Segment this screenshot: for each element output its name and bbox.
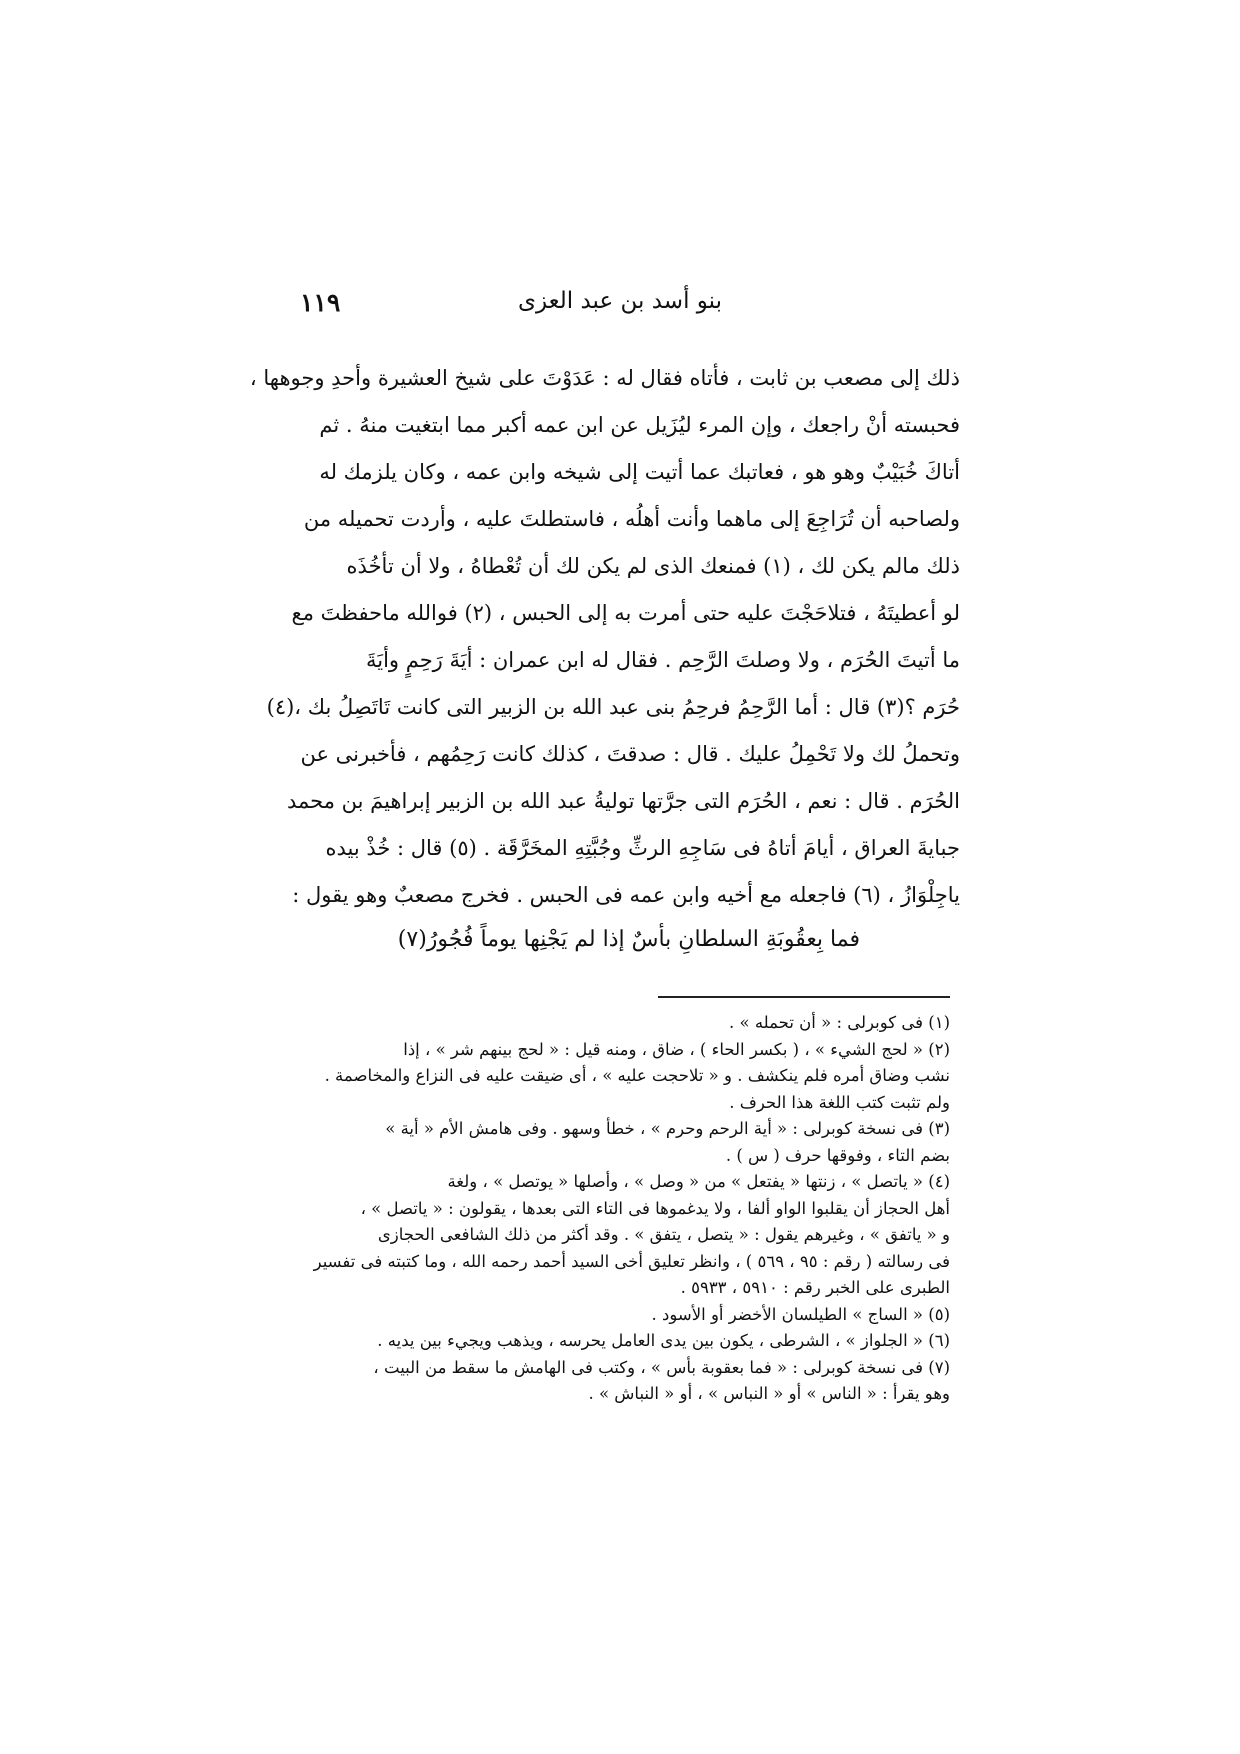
footnote-line: ولم تثبت كتب اللغة هذا الحرف . bbox=[729, 1092, 950, 1112]
footnote-line: (٢) « لحج الشيء » ، ( بكسر الحاء ) ، ضاق ، ومنه قيل : « لحج بينهم شر » ، إذا bbox=[403, 1039, 950, 1059]
text-line: ولصاحبه أن تُرَاجِعَ إلى ماهما وأنت أهلُه ، فاستطلتَ عليه ، وأردت تحميله من bbox=[303, 507, 960, 531]
text-line: ياجِلْوَازُ ، (٦) فاجعله مع أخيه وابن عمه فى الحبس . فخرج مصعبٌ وهو يقول : bbox=[292, 883, 960, 907]
footnote-line: و « ياتفق » ، وغيرهم يقول : « يتصل ، يتفق » . وقد أكثر من ذلك الشافعى الحجازى bbox=[377, 1225, 950, 1244]
footnote-line: فى رسالته ( رقم : ٩٥ ، ٥٦٩ ) ، وانظر تعليق أخى السيد أحمد رحمه الله ، وما كتبته فى تفسير bbox=[313, 1251, 950, 1271]
footnote-line: الطبرى على الخبر رقم : ٥٩١٠ ، ٥٩٣٣ . bbox=[680, 1278, 950, 1297]
footnote-line: وهو يقرأ : « الناس » أو « النباس » ، أو « النباش » . bbox=[588, 1384, 950, 1403]
running-title: بنو أسد بن عبد العزى bbox=[517, 288, 723, 314]
page-header bbox=[280, 288, 960, 328]
text-line: الحُرَم . قال : نعم ، الحُرَم التى جرَّتها توليةُ عبد الله بن الزبير إبراهيمَ بن محمد bbox=[286, 789, 960, 813]
poem-verse: فما بِعقُوبَةِ السلطانِ بأسٌ إذا لم يَجْنِها يوماً فُجُورُ(٧) bbox=[397, 927, 860, 952]
text-line: فحبسته أنْ راجعك ، وإن المرء ليُزَيل عن ابن عمه أكبر مما ابتغيت منهُ . ثم bbox=[319, 413, 960, 437]
footnote-line: أهل الحجاز أن يقلبوا الواو ألفا ، ولا يدغموها فى التاء التى بعدها ، يقولون : « ياتصل » ، bbox=[360, 1198, 950, 1218]
text-line: ذلك مالم يكن لك ، (١) فمنعك الذى لم يكن لك أن تُعْطاهُ ، ولا أن تأخُذَه bbox=[346, 554, 960, 578]
footnotes bbox=[270, 1010, 950, 1408]
footnote-line: (١) فى كوبرلى : « أن تحمله » . bbox=[729, 1013, 950, 1032]
footnote-line: بضم التاء ، وفوقها حرف ( س ) . bbox=[725, 1145, 950, 1165]
text-line: حُرَم ؟(٣) قال : أما الرَّحِمُ فرحِمُ بنى عبد الله بن الزبير التى كانت تَاتَصِلُ بك ،(٤) bbox=[266, 695, 960, 719]
footnote-separator bbox=[658, 996, 950, 998]
text-line: ذلك إلى مصعب بن ثابت ، فأتاه فقال له : عَدَوْتَ على شيخ العشيرة وأحدِ وجوهها ، bbox=[249, 366, 960, 390]
text-line: وتحملُ لك ولا تَحْمِلُ عليك . قال : صدقتَ ، كذلك كانت رَحِمُهم ، فأخبرنى عن bbox=[300, 742, 960, 766]
text-line: لو أعطيتَهُ ، فتلاحَجْتَ عليه حتى أمرت به إلى الحبس ، (٢) فوالله ماحفظتَ مع bbox=[291, 601, 960, 625]
footnote-line: (٤) « ياتصل » ، زنتها « يفتعل » من « وصل » ، وأصلها « يوتصل » ، ولغة bbox=[447, 1172, 950, 1191]
page-number: ١١٩ bbox=[300, 288, 341, 317]
text-line: جبايةَ العراق ، أيامَ أتاهُ فى سَاجِهِ الرثِّ وجُبَّتِهِ المخَرَّقَة . (٥) قال : خُذْ بيده bbox=[325, 836, 960, 860]
text-line: أتاكَ خُبَيْبٌ وهو هو ، فعاتبك عما أتيت إلى شيخه وابن عمه ، وكان يلزمك له bbox=[319, 460, 960, 484]
main-text bbox=[249, 355, 960, 919]
footnote-line: (٥) « الساج » الطيلسان الأخضر أو الأسود . bbox=[651, 1304, 950, 1324]
footnote-line: نشب وضاق أمره فلم ينكشف . و « تلاحجت عليه » ، أى ضيقت عليه فى النزاع والمخاصمة . bbox=[324, 1066, 950, 1085]
footnote-line: (٧) فى نسخة كوبرلى : « فما بعقوبة بأس » ، وكتب فى الهامش ما سقط من البيت ، bbox=[373, 1357, 950, 1377]
text-line: ما أتيتَ الحُرَم ، ولا وصلتَ الرَّحِم . فقال له ابن عمران : أيَةَ رَحِمٍ وأيَةَ bbox=[365, 648, 960, 672]
footnote-line: (٦) « الجلواز » ، الشرطى ، يكون بين يدى العامل يحرسه ، ويذهب ويجيء بين يديه . bbox=[377, 1331, 950, 1350]
footnote-line: (٣) فى نسخة كوبرلى : « أية الرحم وحرم » ، خطأ وسهو . وفى هامش الأم « أية » bbox=[385, 1119, 950, 1138]
